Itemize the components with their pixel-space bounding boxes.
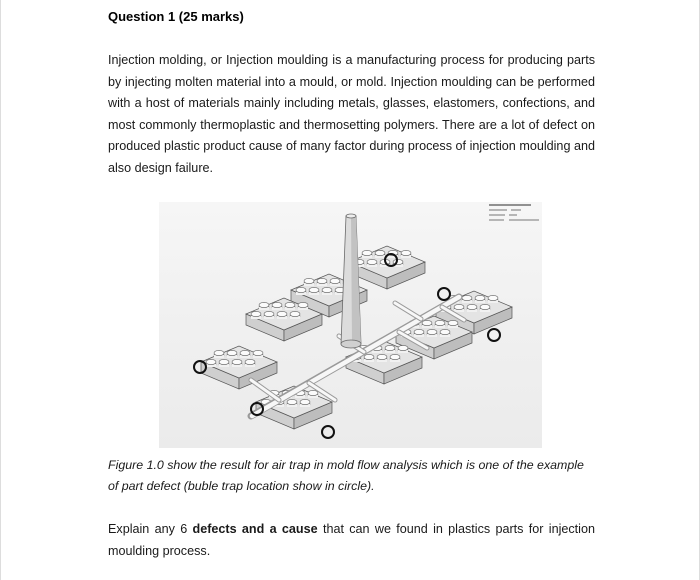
brick-stud: [219, 359, 229, 364]
brick-stud: [488, 295, 498, 300]
task-instruction: [108, 519, 595, 562]
brick-stud: [308, 390, 318, 395]
brick-stud: [287, 399, 297, 404]
brick-stud: [232, 359, 242, 364]
air-trap-illustration: [159, 202, 542, 448]
figure-legend: [489, 205, 539, 220]
brick-stud: [277, 311, 287, 316]
runner-branch-highlight: [251, 380, 279, 400]
brick-stud: [285, 302, 295, 307]
lego-brick: [201, 346, 277, 389]
brick-stud: [290, 311, 300, 316]
brick-stud: [440, 329, 450, 334]
brick-stud: [475, 295, 485, 300]
brick-stud: [206, 359, 216, 364]
sprue-shade: [351, 216, 361, 344]
brick-stud: [377, 354, 387, 359]
task-text-bold: defects and a cause: [192, 522, 318, 536]
brick-stud: [462, 295, 472, 300]
sprue-base: [341, 340, 361, 348]
air-trap-circle: [322, 426, 334, 438]
brick-stud: [309, 287, 319, 292]
brick-stud: [414, 329, 424, 334]
brick-stud: [398, 345, 408, 350]
brick-stud: [367, 259, 377, 264]
brick-stud: [259, 302, 269, 307]
brick-stud: [467, 304, 477, 309]
brick-stud: [245, 359, 255, 364]
question-title: Question 1 (25 marks): [108, 9, 244, 24]
air-trap-circle: [488, 329, 500, 341]
brick-stud: [362, 250, 372, 255]
brick-stud: [214, 350, 224, 355]
mold-flow-figure: [159, 202, 542, 448]
brick-stud: [480, 304, 490, 309]
brick-stud: [240, 350, 250, 355]
brick-stud: [298, 302, 308, 307]
brick-stud: [296, 287, 306, 292]
brick-stud: [448, 320, 458, 325]
task-text-before: Explain any 6: [108, 522, 193, 536]
task-text-after: that can we found in plastics parts for injection moulding process.: [108, 522, 595, 558]
brick-stud: [253, 350, 263, 355]
brick-stud: [375, 250, 385, 255]
brick-stud: [227, 350, 237, 355]
brick-stud: [385, 345, 395, 350]
brick-stud: [401, 250, 411, 255]
brick-stud: [330, 278, 340, 283]
brick-stud: [427, 329, 437, 334]
air-trap-circle: [438, 288, 450, 300]
brick-stud: [272, 302, 282, 307]
brick-stud: [317, 278, 327, 283]
brick-stud: [251, 311, 261, 316]
brick-stud: [322, 287, 332, 292]
brick-stud: [364, 354, 374, 359]
brick-stud: [304, 278, 314, 283]
lego-brick: [349, 246, 425, 289]
intro-paragraph: Injection molding, or Injection moulding is a manufacturing process for producing parts by injecting molten material into a mould, or mold. Injection moulding can be performed with a host of materials mainly including metals, glasses, elastomers, confections, and most commonly thermoplastic and thermosetting polymers. There are a lot of defect on produced plastic product cause of many factor during process of injection moulding and also design failure.: [108, 53, 595, 175]
runner-branch-highlight: [395, 303, 421, 319]
brick-stud: [390, 354, 400, 359]
figure-caption: Figure 1.0 show the result for air trap in mold flow analysis which is one of the example of part defect (buble trap location show in circle).: [108, 458, 584, 493]
brick-stud: [435, 320, 445, 325]
brick-stud: [300, 399, 310, 404]
sprue-top: [346, 214, 356, 218]
brick-stud: [454, 304, 464, 309]
brick-stud: [264, 311, 274, 316]
